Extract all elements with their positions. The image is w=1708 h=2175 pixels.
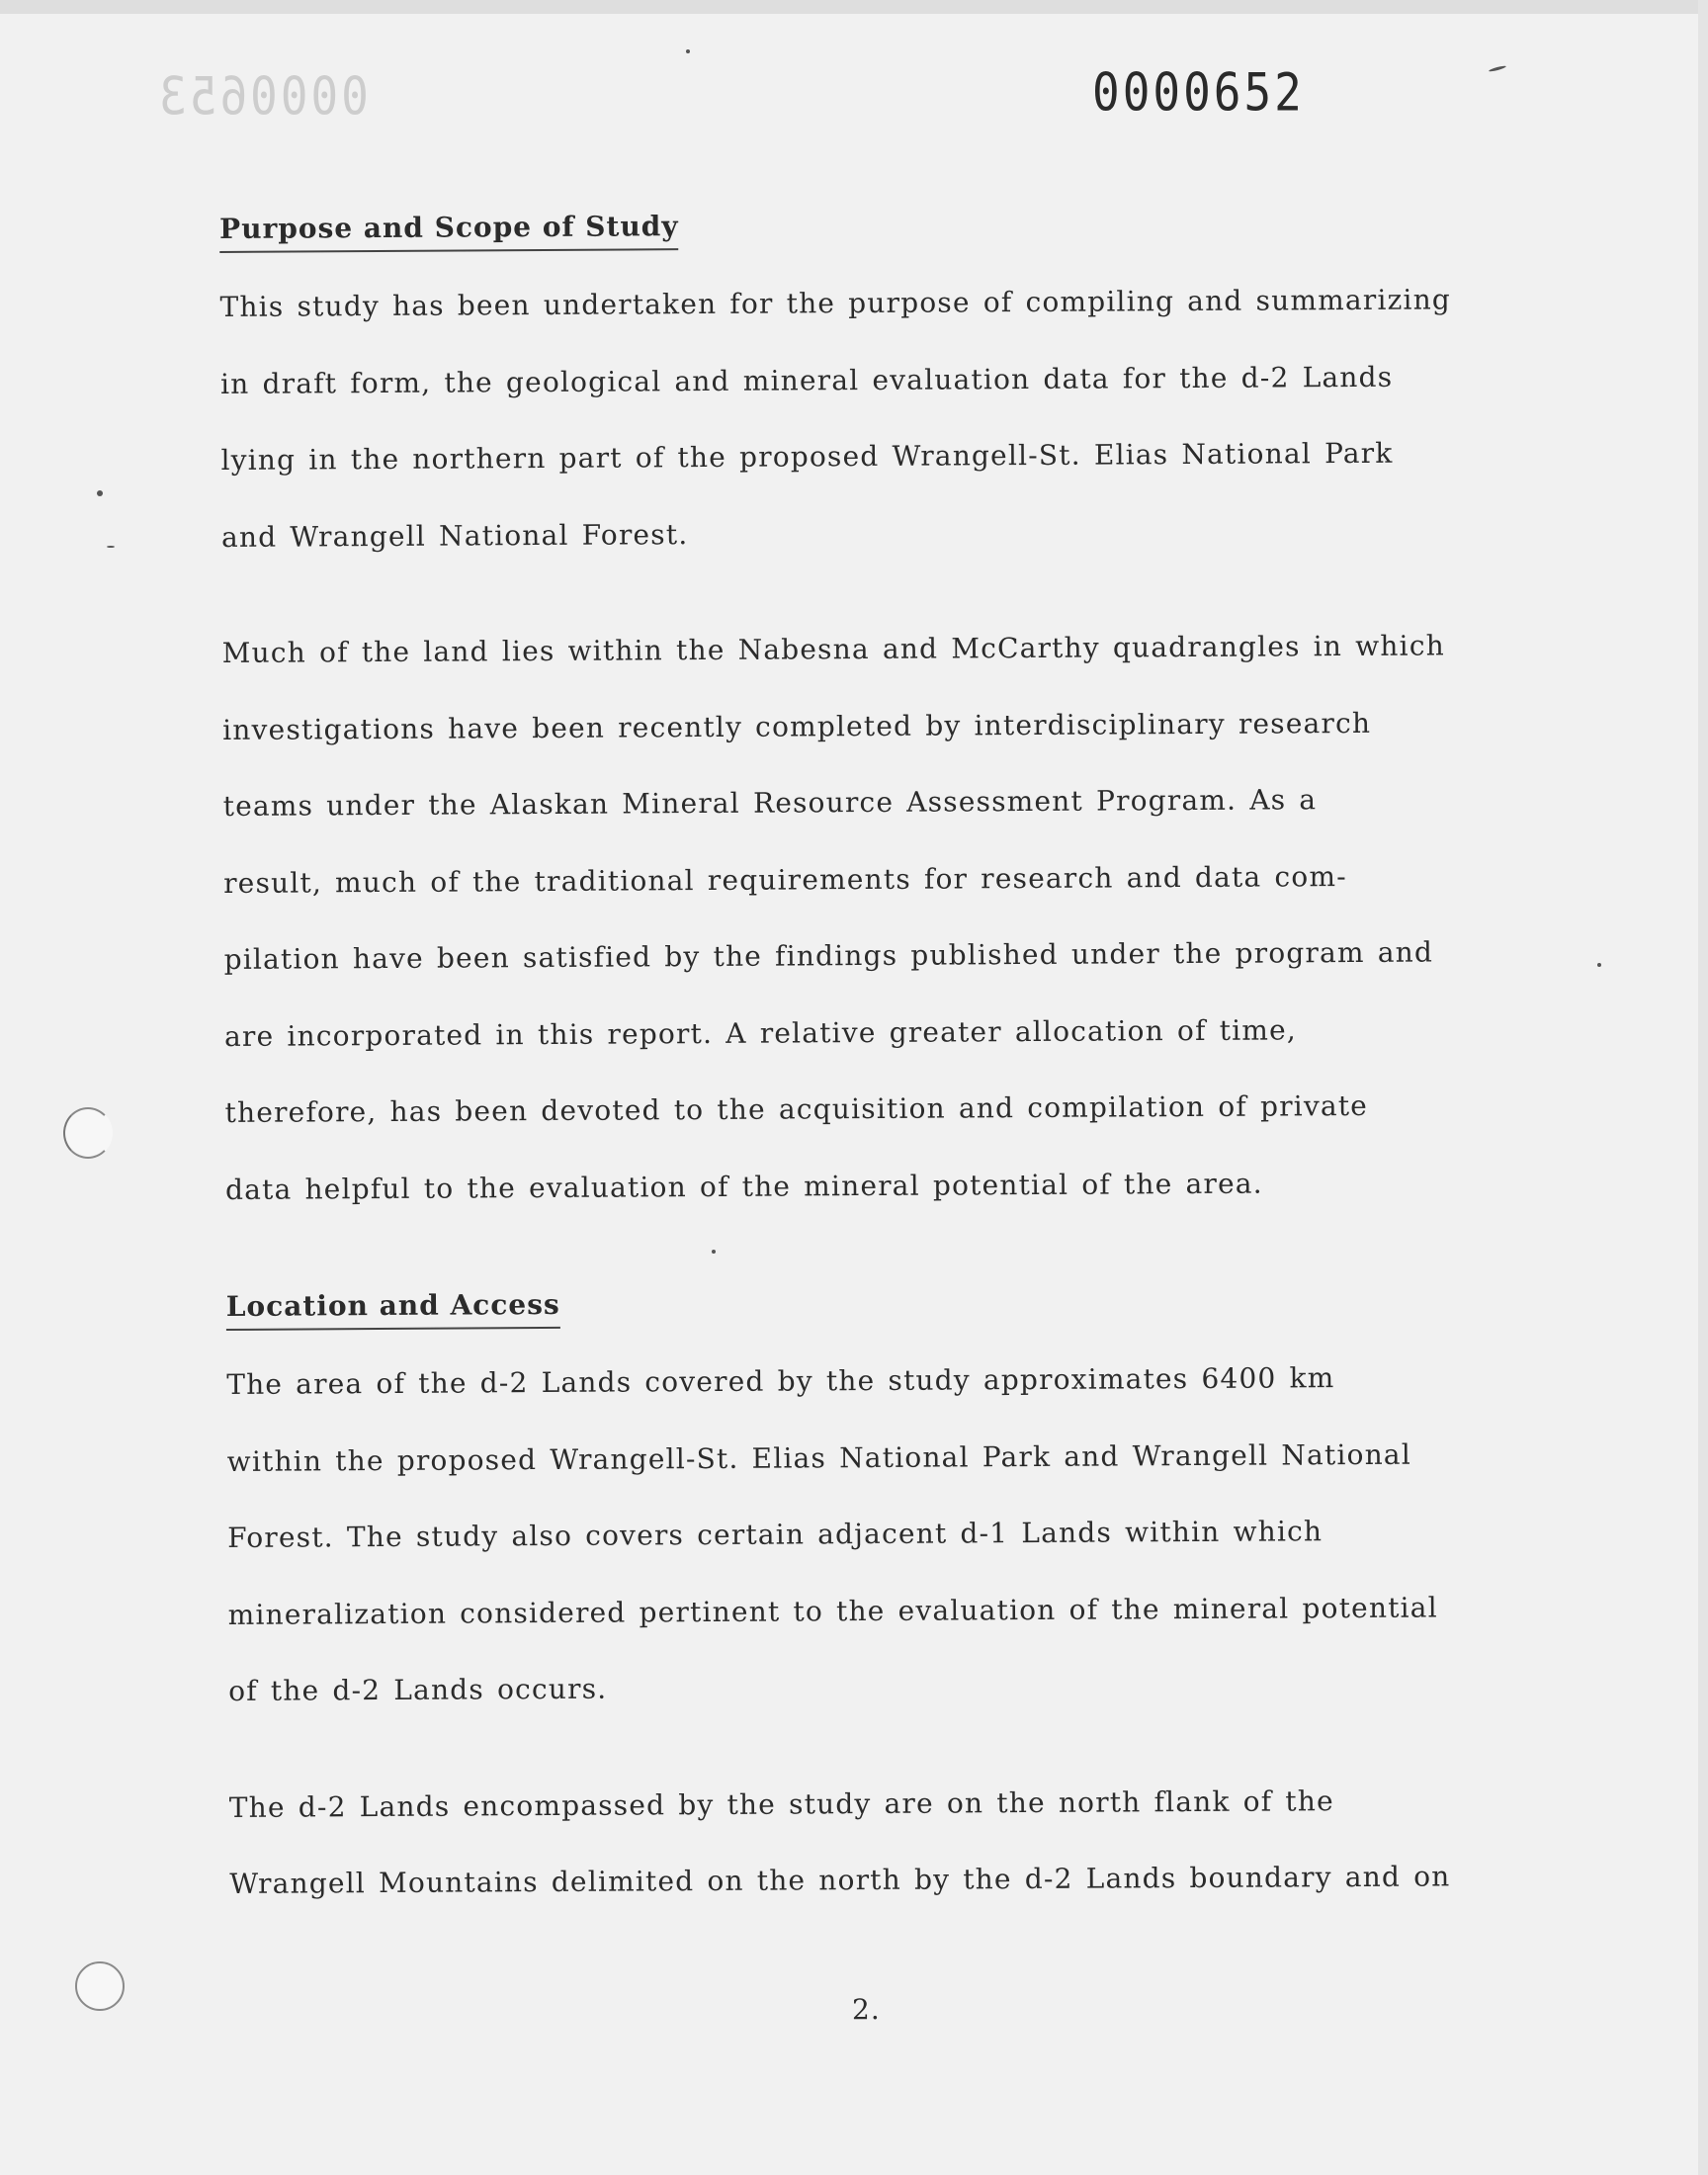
section-heading-purpose: Purpose and Scope of Study: [219, 207, 679, 253]
text-line: Wrangell Mountains delimited on the north by the d-2 Lands boundary and on: [229, 1860, 1451, 1900]
speck: [712, 1250, 716, 1254]
text-line: and Wrangell National Forest.: [220, 517, 689, 554]
text-line: data helpful to the evaluation of the mineral potential of the area.: [224, 1167, 1263, 1206]
text-line: mineralization considered pertinent to the evaluation of the mineral potential: [227, 1590, 1438, 1631]
bleed-through-stamp: 0000653: [156, 64, 369, 128]
text-line: of the d-2 Lands occurs.: [228, 1672, 608, 1707]
document-stamp-number: 0000652: [1092, 60, 1305, 124]
scan-top-edge: [0, 0, 1708, 14]
paragraph-purpose-2: [222, 607, 1551, 1228]
page-number: 2.: [852, 1993, 881, 2026]
text-line: pilation have been satisfied by the findings published under the program and: [223, 935, 1434, 976]
speck: [107, 546, 115, 548]
text-line: Much of the land lies within the Nabesna and McCarthy quadrangles in which: [221, 629, 1445, 669]
section-heading-location: Location and Access: [226, 1285, 560, 1331]
text-line: result, much of the traditional requirements for research and data com-: [223, 859, 1347, 900]
text-line: within the proposed Wrangell-St. Elias National Park and Wrangell National: [226, 1437, 1412, 1478]
section-purpose: [219, 202, 1544, 253]
text-line: The area of the d-2 Lands covered by the study approximates 6400 km: [226, 1361, 1335, 1401]
text-line: This study has been undertaken for the purpose of compiling and summarizing: [219, 283, 1452, 323]
text-line: The d-2 Lands encompassed by the study are on the north flank of the: [228, 1784, 1334, 1824]
document-body: [219, 202, 1555, 1923]
punch-hole-bottom: [75, 1961, 125, 2011]
scan-right-edge: [1698, 0, 1708, 2175]
section-location: [226, 1279, 1551, 1331]
punch-hole-middle: [63, 1107, 113, 1159]
text-line: investigations have been recently completed by interdisciplinary research: [222, 706, 1372, 746]
speck: [97, 490, 103, 496]
speck: [1597, 963, 1601, 967]
text-line: are incorporated in this report. A relative greater allocation of time,: [224, 1012, 1298, 1053]
speck: [686, 49, 690, 53]
paragraph-location-1: [226, 1339, 1553, 1730]
speck: [1489, 65, 1506, 73]
text-line: teams under the Alaskan Mineral Resource Assessment Program. As a: [222, 783, 1318, 823]
paragraph-location-2: [229, 1761, 1555, 1922]
text-line: in draft form, the geological and mineral evaluation data for the d-2 Lands: [219, 360, 1394, 400]
text-line: therefore, has been devoted to the acquisition and compilation of private: [224, 1088, 1369, 1129]
paragraph-purpose-1: [219, 261, 1546, 575]
text-line: lying in the northern part of the proposed Wrangell-St. Elias National Park: [220, 436, 1394, 477]
text-line: Forest. The study also covers certain adjacent d-1 Lands within which: [227, 1515, 1324, 1554]
